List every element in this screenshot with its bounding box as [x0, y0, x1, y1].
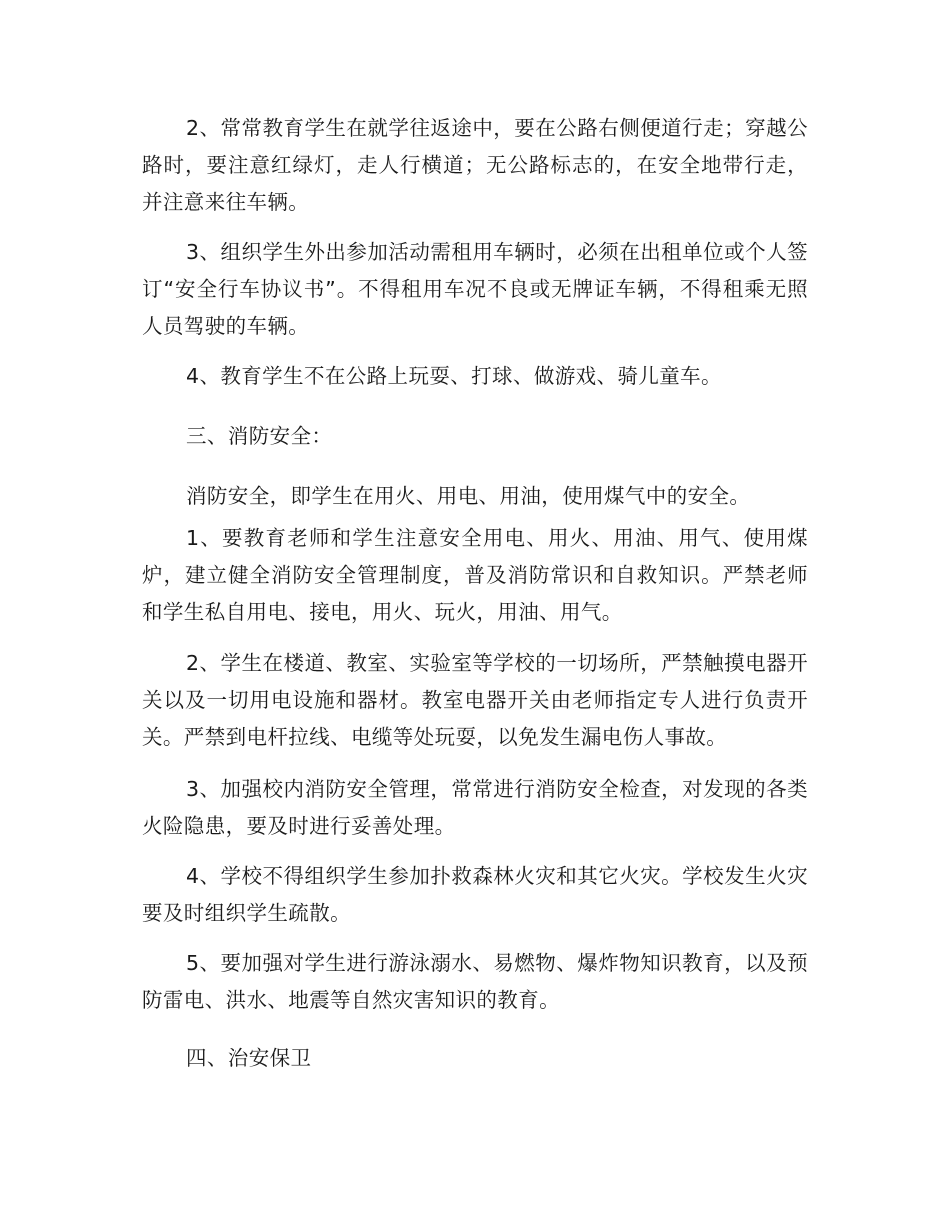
paragraph-fire-2: 2、学生在楼道、教室、实验室等学校的一切场所，严禁触摸电器开关以及一切用电设施和器材。教室电器开关由老师指定专人进行负责开关。严禁到电杆拉线、电缆等处玩耍，以免发生漏电伤人事故。 — [142, 651, 808, 749]
paragraph-traffic-2: 2、常常教育学生在就学往返途中，要在公路右侧便道行走；穿越公路时，要注意红绿灯，走人行横道；无公路标志的，在安全地带行走，并注意来往车辆。 — [142, 116, 808, 214]
paragraph-fire-3: 3、加强校内消防安全管理，常常进行消防安全检查，对发现的各类火险隐患，要及时进行妥善处理。 — [142, 777, 808, 838]
paragraph-traffic-4: 4、教育学生不在公路上玩耍、打球、做游戏、骑儿童车。 — [186, 364, 722, 388]
paragraph-fire-5: 5、要加强对学生进行游泳溺水、易燃物、爆炸物知识教育，以及预防雷电、洪水、地震等自然灾害知识的教育。 — [142, 951, 808, 1012]
section-heading-fire-safety: 三、消防安全： — [186, 424, 333, 448]
paragraph-fire-4: 4、学校不得组织学生参加扑救森林火灾和其它火灾。学校发生火灾要及时组织学生疏散。 — [142, 864, 808, 925]
paragraph-traffic-3: 3、组织学生外出参加活动需租用车辆时，必须在出租单位或个人签订“安全行车协议书”。不得租用车况不良或无牌证车辆，不得租乘无照人员驾驶的车辆。 — [142, 240, 808, 338]
paragraph-fire-intro: 消防安全，即学生在用火、用电、用油，使用煤气中的安全。 — [186, 484, 751, 508]
paragraph-fire-1: 1、要教育老师和学生注意安全用电、用火、用油、用气、使用煤炉，建立健全消防安全管理制度，普及消防常识和自救知识。严禁老师和学生私自用电、接电，用火、玩火，用油、用气。 — [142, 526, 808, 624]
section-heading-public-security: 四、治安保卫 — [186, 1046, 312, 1070]
